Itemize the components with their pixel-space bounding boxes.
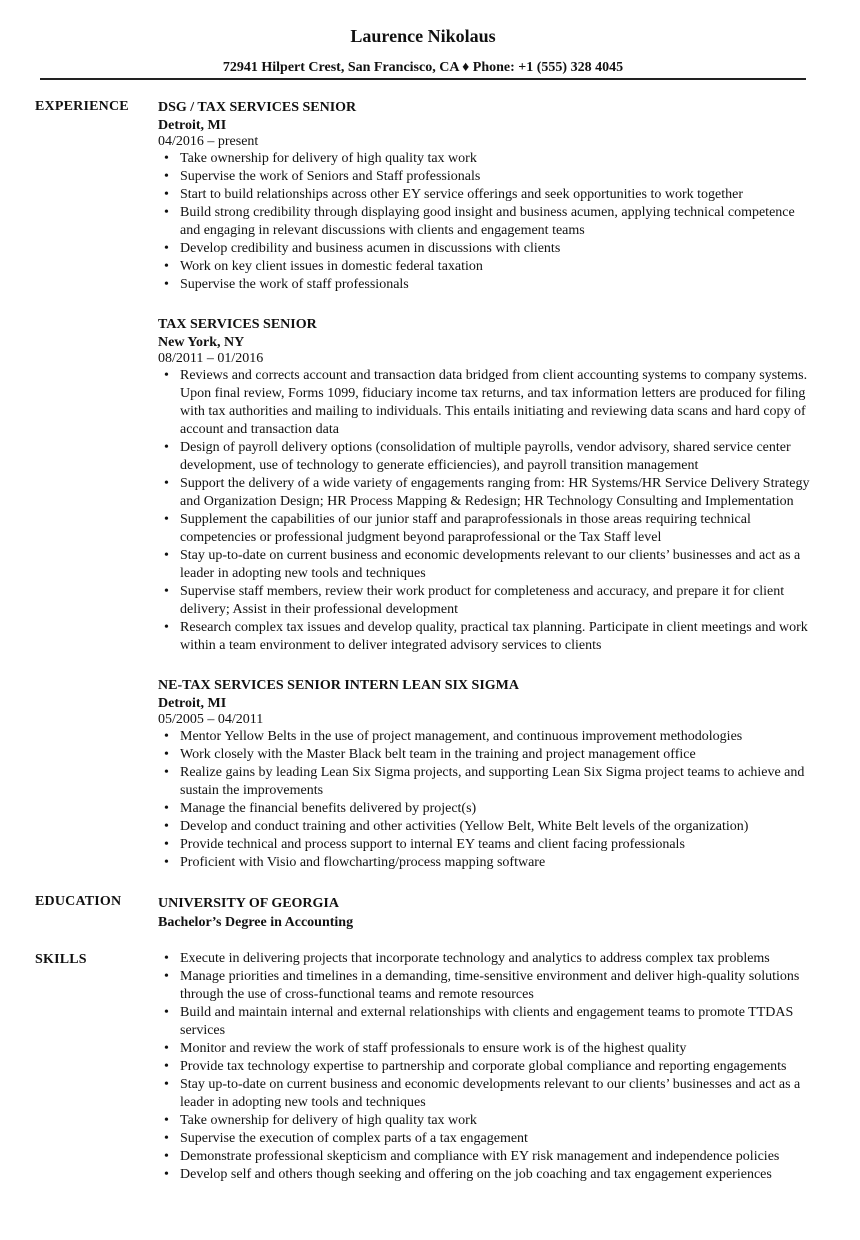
- section-label-education: EDUCATION: [35, 894, 122, 909]
- degree: Bachelor’s Degree in Accounting: [158, 915, 354, 930]
- list-item: • Develop and conduct training and other activities (Yellow Belt, White Belt levels of the organization): [158, 818, 818, 836]
- school-name: UNIVERSITY OF GEORGIA: [158, 896, 339, 911]
- job-title: NE-TAX SERVICES SENIOR INTERN LEAN SIX SIGMA: [158, 678, 519, 693]
- job-entry: [158, 97, 818, 294]
- list-item: • Supplement the capabilities of our junior staff and paraprofessionals in those areas requiring technical competencies or professional judgment beyond paraprofessional or the Tax Staff level: [158, 511, 818, 547]
- list-item: • Work closely with the Master Black belt team in the training and project management office: [158, 746, 818, 764]
- list-item: • Supervise the work of Seniors and Staff professionals: [158, 168, 818, 186]
- contact-line: 72941 Hilpert Crest, San Francisco, CA ♦ Phone: +1 (555) 328 4045: [222, 60, 624, 75]
- experience-section: [0, 97, 860, 872]
- section-label-skills: SKILLS: [35, 952, 87, 967]
- list-item: • Research complex tax issues and develop quality, practical tax planning. Participate in client meetings and work within a team environment to deliver integrated advisory services to clients: [158, 619, 818, 655]
- candidate-name: Laurence Nikolaus: [350, 26, 496, 46]
- list-item: • Execute in delivering projects that incorporate technology and analytics to address complex tax problems: [158, 950, 818, 968]
- list-item: • Support the delivery of a wide variety of engagements ranging from: HR Systems/HR Service Delivery Strategy and Organization Design; HR Process Mapping & Redesign; HR Technology Consulting and Implementation: [158, 475, 818, 511]
- list-item: • Monitor and review the work of staff professionals to ensure work is of the highest quality: [158, 1040, 818, 1058]
- job-title: TAX SERVICES SENIOR: [158, 317, 317, 332]
- list-item: • Develop self and others though seeking and offering on the job coaching and tax engagement experiences: [158, 1166, 818, 1184]
- list-item: • Manage the financial benefits delivered by project(s): [158, 800, 818, 818]
- list-item: • Build strong credibility through displaying good insight and business acumen, applying technical competence and engaging in relevant discussions with clients and engagement teams: [158, 204, 818, 240]
- section-label-experience: EXPERIENCE: [35, 99, 129, 114]
- list-item: • Provide tax technology expertise to partnership and corporate global compliance and reporting engagements: [158, 1058, 818, 1076]
- list-item: • Take ownership for delivery of high quality tax work: [158, 1112, 818, 1130]
- header-divider: [40, 78, 806, 80]
- list-item: • Mentor Yellow Belts in the use of project management, and continuous improvement methodologies: [158, 728, 818, 746]
- list-item: • Reviews and corrects account and transaction data bridged from client accounting systems to company systems. Upon final review, Forms 1099, fiduciary income tax returns, and tax information letters are produced for filing with tax authorities and mailing to individuals. This entails initiating and reviewing data scans and hard copy of account and transaction data: [158, 367, 818, 439]
- list-item: • Supervise staff members, review their work product for completeness and accuracy, and prepare it for client delivery; Assist in their professional development: [158, 583, 818, 619]
- list-item: • Supervise the work of staff professionals: [158, 276, 818, 294]
- job-location: New York, NY: [158, 335, 245, 350]
- list-item: • Work on key client issues in domestic federal taxation: [158, 258, 818, 276]
- list-item: • Supervise the execution of complex parts of a tax engagement: [158, 1130, 818, 1148]
- job-dates: 05/2005 – 04/2011: [158, 712, 264, 727]
- job-dates: 08/2011 – 01/2016: [158, 351, 264, 366]
- list-item: • Manage priorities and timelines in a demanding, time-sensitive environment and deliver high-quality solutions through the use of cross-functional teams and remote resources: [158, 968, 818, 1004]
- job-bullets: [158, 728, 818, 872]
- list-item: • Provide technical and process support to internal EY teams and client facing professionals: [158, 836, 818, 854]
- skills-bullets: [158, 950, 818, 1184]
- job-entry: [158, 314, 818, 655]
- list-item: • Proficient with Visio and flowcharting/process mapping software: [158, 854, 818, 872]
- job-bullets: [158, 150, 818, 294]
- job-bullets: [158, 367, 818, 655]
- list-item: • Take ownership for delivery of high quality tax work: [158, 150, 818, 168]
- skills-section: [0, 950, 860, 1184]
- education-section: [0, 892, 860, 932]
- list-item: • Build and maintain internal and external relationships with clients and engagement teams to promote TTDAS services: [158, 1004, 818, 1040]
- job-entry: [158, 675, 818, 872]
- job-location: Detroit, MI: [158, 696, 227, 711]
- job-title: DSG / TAX SERVICES SENIOR: [158, 100, 357, 115]
- list-item: • Demonstrate professional skepticism and compliance with EY risk management and independence policies: [158, 1148, 818, 1166]
- list-item: • Realize gains by leading Lean Six Sigma projects, and supporting Lean Six Sigma project teams to achieve and sustain the improvements: [158, 764, 818, 800]
- list-item: • Start to build relationships across other EY service offerings and seek opportunities to work together: [158, 186, 818, 204]
- job-dates: 04/2016 – present: [158, 134, 259, 149]
- job-location: Detroit, MI: [158, 118, 227, 133]
- list-item: • Develop credibility and business acumen in discussions with clients: [158, 240, 818, 258]
- list-item: • Stay up-to-date on current business and economic developments relevant to our clients’ businesses and act as a leader in adopting new tools and techniques: [158, 547, 818, 583]
- list-item: • Design of payroll delivery options (consolidation of multiple payrolls, vendor advisory, shared service center development, use of technology to generate efficiencies), and payroll transition management: [158, 439, 818, 475]
- resume-body: [0, 97, 860, 1184]
- list-item: • Stay up-to-date on current business and economic developments relevant to our clients’ businesses and act as a leader in adopting new tools and techniques: [158, 1076, 818, 1112]
